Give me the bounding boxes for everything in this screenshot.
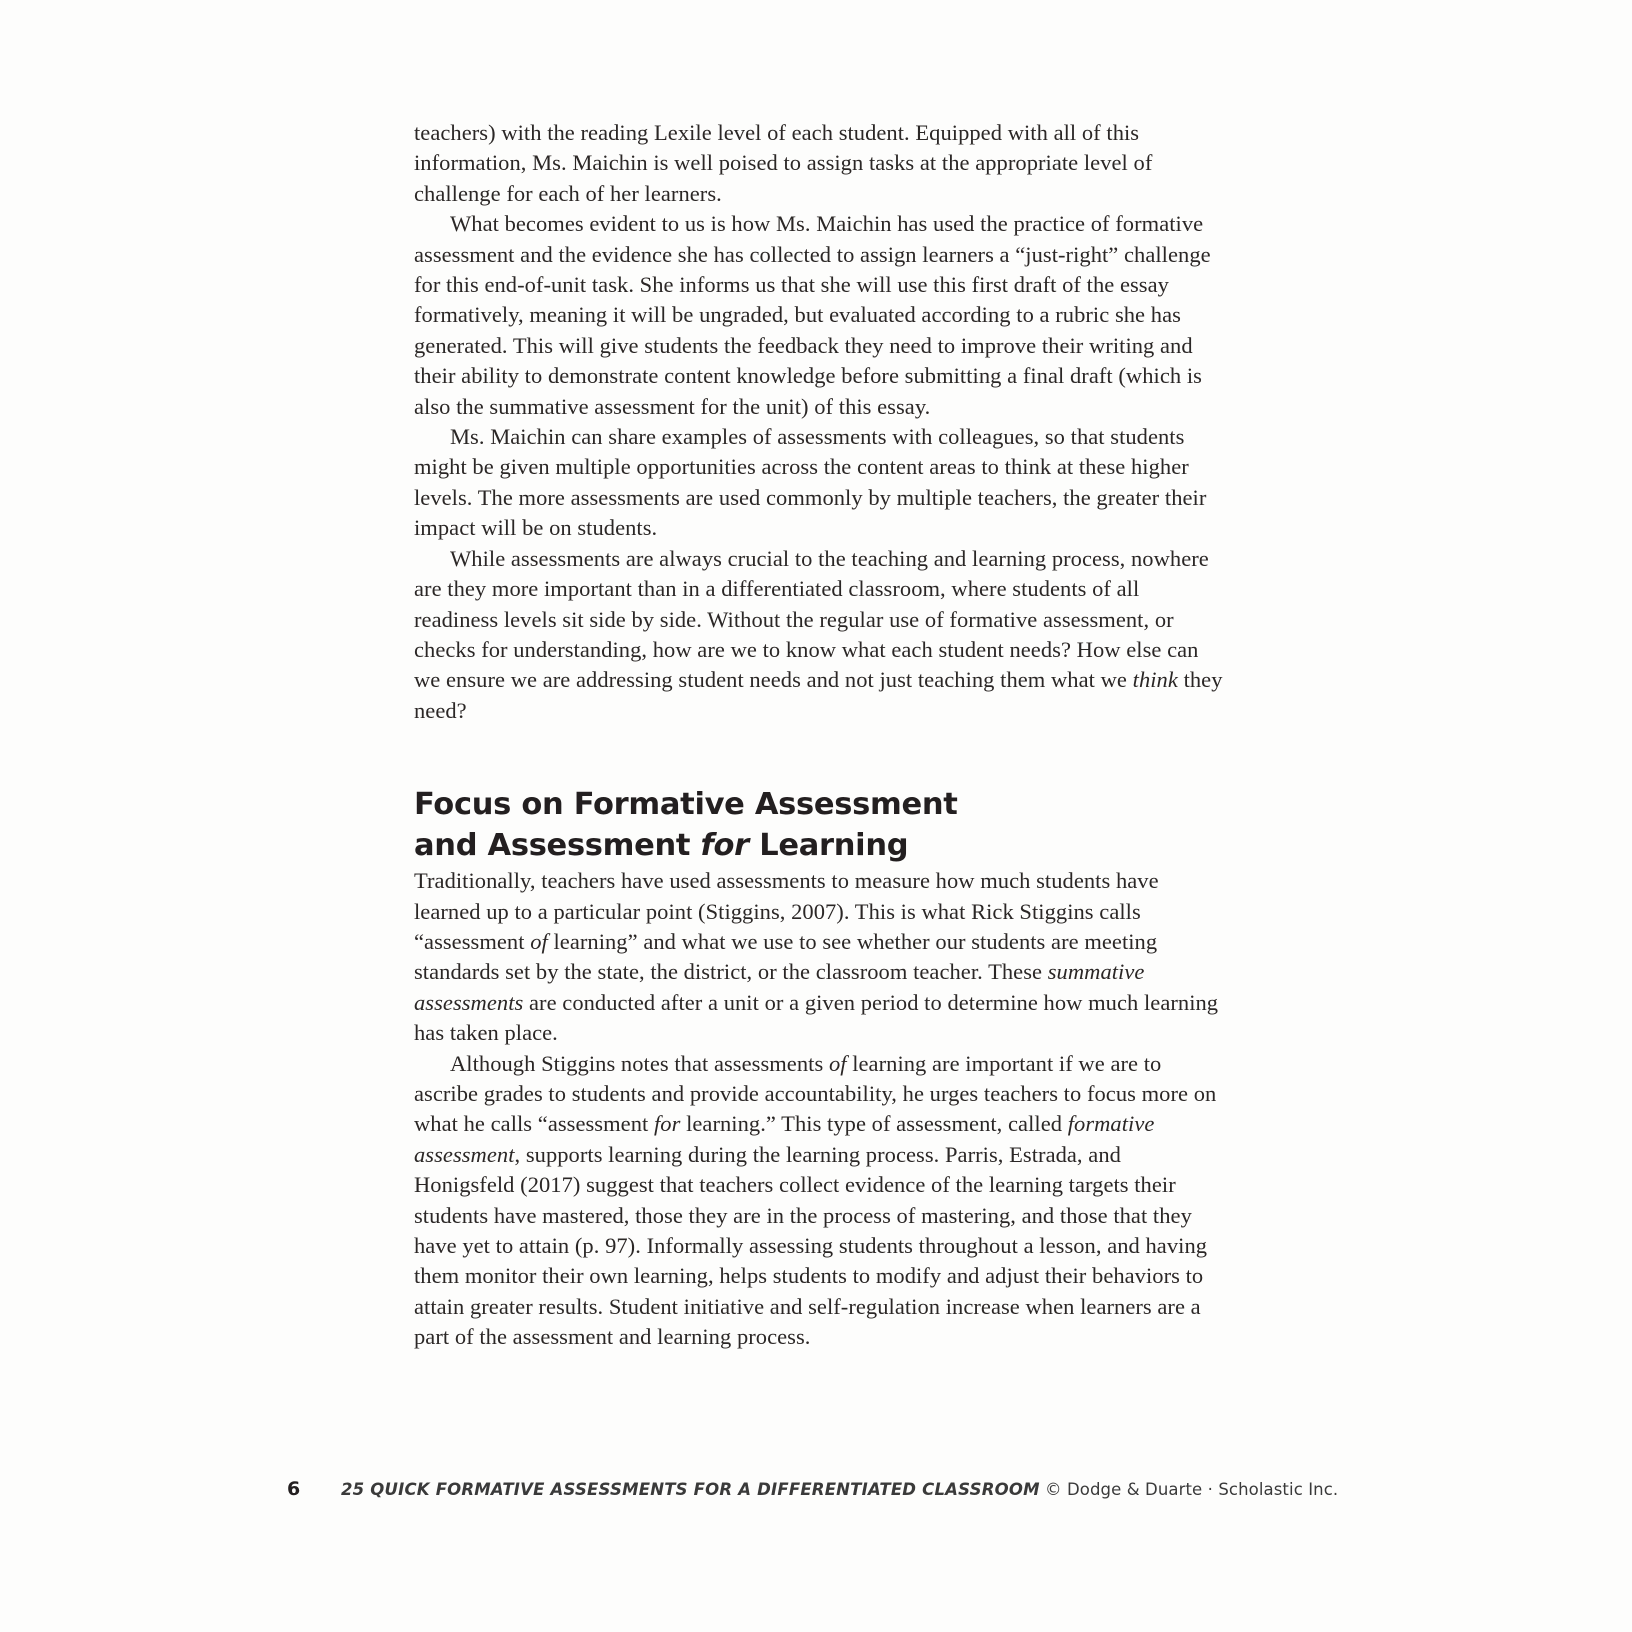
page-number: 6 xyxy=(287,1478,301,1500)
paragraph-formative-practice: What becomes evident to us is how Ms. Maichin has used the practice of formative assessment and the evidence she has collected to assign learners a “just-right” challenge for this end-of-unit task. She informs us that she will use this first draft of the essay formatively, meaning it will be ungraded, but evaluated according to a rubric she has generated. This will give students the feedback they need to improve their writing and their ability to demonstrate content knowledge before submitting a final draft (which is also the summative assessment for the unit) of this essay. xyxy=(414,211,1211,419)
paragraph-text-b: learning” and what we use to see whether our students are meeting standards set by the state, the district, or the classroom teacher. These xyxy=(414,928,1158,985)
footer-credit: © Dodge & Duarte · Scholastic Inc. xyxy=(1039,1480,1339,1499)
paragraph-text-c: learning.” This type of assessment, called xyxy=(680,1111,1068,1137)
emphasis-think: think xyxy=(1132,667,1178,693)
footer-book-title: 25 QUICK FORMATIVE ASSESSMENTS FOR A DIFFERENTIATED CLASSROOM xyxy=(341,1480,1040,1499)
paragraph-text-d: , supports learning during the learning process. Parris, Estrada, and Honigsfeld (2017) suggest that teachers collect evidence of the learning targets their students have mastered, those they are in the process of mastering, and those that they have yet to attain (p. 97). Informally assessing students throughout a lesson, and having them monitor their own learning, helps students to modify and adjust their behaviors to attain greater results. Student initiative and self-regulation increase when learners are a part of the assessment and learning process. xyxy=(414,1141,1208,1350)
paragraph-text-a: While assessments are always crucial to the teaching and learning process, nowhere are they more important than in a differentiated classroom, where students of all readiness levels sit side by side. Without the regular use of formative assessment, or checks for understanding, how are we to know what each student needs? How else can we ensure we are addressing student needs and not just teaching them what we xyxy=(414,545,1209,693)
paragraph-sharing-assessments: Ms. Maichin can share examples of assessments with colleagues, so that students might be given multiple opportunities across the content areas to think at these higher levels. The more assessments are used commonly by multiple teachers, the greater their impact will be on students. xyxy=(414,424,1207,541)
paragraph-assessment-for-learning xyxy=(414,1049,1226,1353)
section-heading xyxy=(414,726,1226,866)
emphasis-for: for xyxy=(653,1111,681,1137)
paragraph-why-assessments-matter xyxy=(414,544,1226,726)
paragraph-text-c: are conducted after a unit or a given period to determine how much learning has taken place. xyxy=(414,989,1219,1046)
page-footer xyxy=(287,1478,1387,1500)
paragraph-assessment-of-learning xyxy=(414,866,1226,1048)
paragraph-text-a: Traditionally, teachers have used assessments to measure how much students have learned up to a particular point (Stiggins, 2007). This is what Rick Stiggins calls “assessment xyxy=(414,868,1159,954)
emphasis-of: of xyxy=(828,1050,847,1076)
footer-attribution xyxy=(341,1480,1338,1499)
emphasis-summative-assessments: summative assessments xyxy=(414,959,1145,1015)
section-heading-italic-for: for xyxy=(700,828,749,864)
paragraph-continuation: teachers) with the reading Lexile level of each student. Equipped with all of this information, Ms. Maichin is well poised to assign tasks at the appropriate level of challenge for each of her learners. xyxy=(414,120,1153,206)
section-heading-line1: Focus on Formative Assessment xyxy=(414,787,958,823)
page-content xyxy=(414,118,1226,1353)
paragraph-text-b: they need? xyxy=(414,667,1223,723)
paragraph-text-b: learning are important if we are to ascribe grades to students and provide accountability, he urges teachers to focus more on what he calls “assessment xyxy=(414,1050,1217,1137)
emphasis-formative-assessment: formative assessment xyxy=(414,1111,1155,1167)
section-heading-line2-b: Learning xyxy=(748,828,909,864)
section-heading-line2-a: and Assessment xyxy=(414,828,701,864)
emphasis-of: of xyxy=(530,928,548,954)
paragraph-text-a: Although Stiggins notes that assessments xyxy=(450,1050,829,1076)
